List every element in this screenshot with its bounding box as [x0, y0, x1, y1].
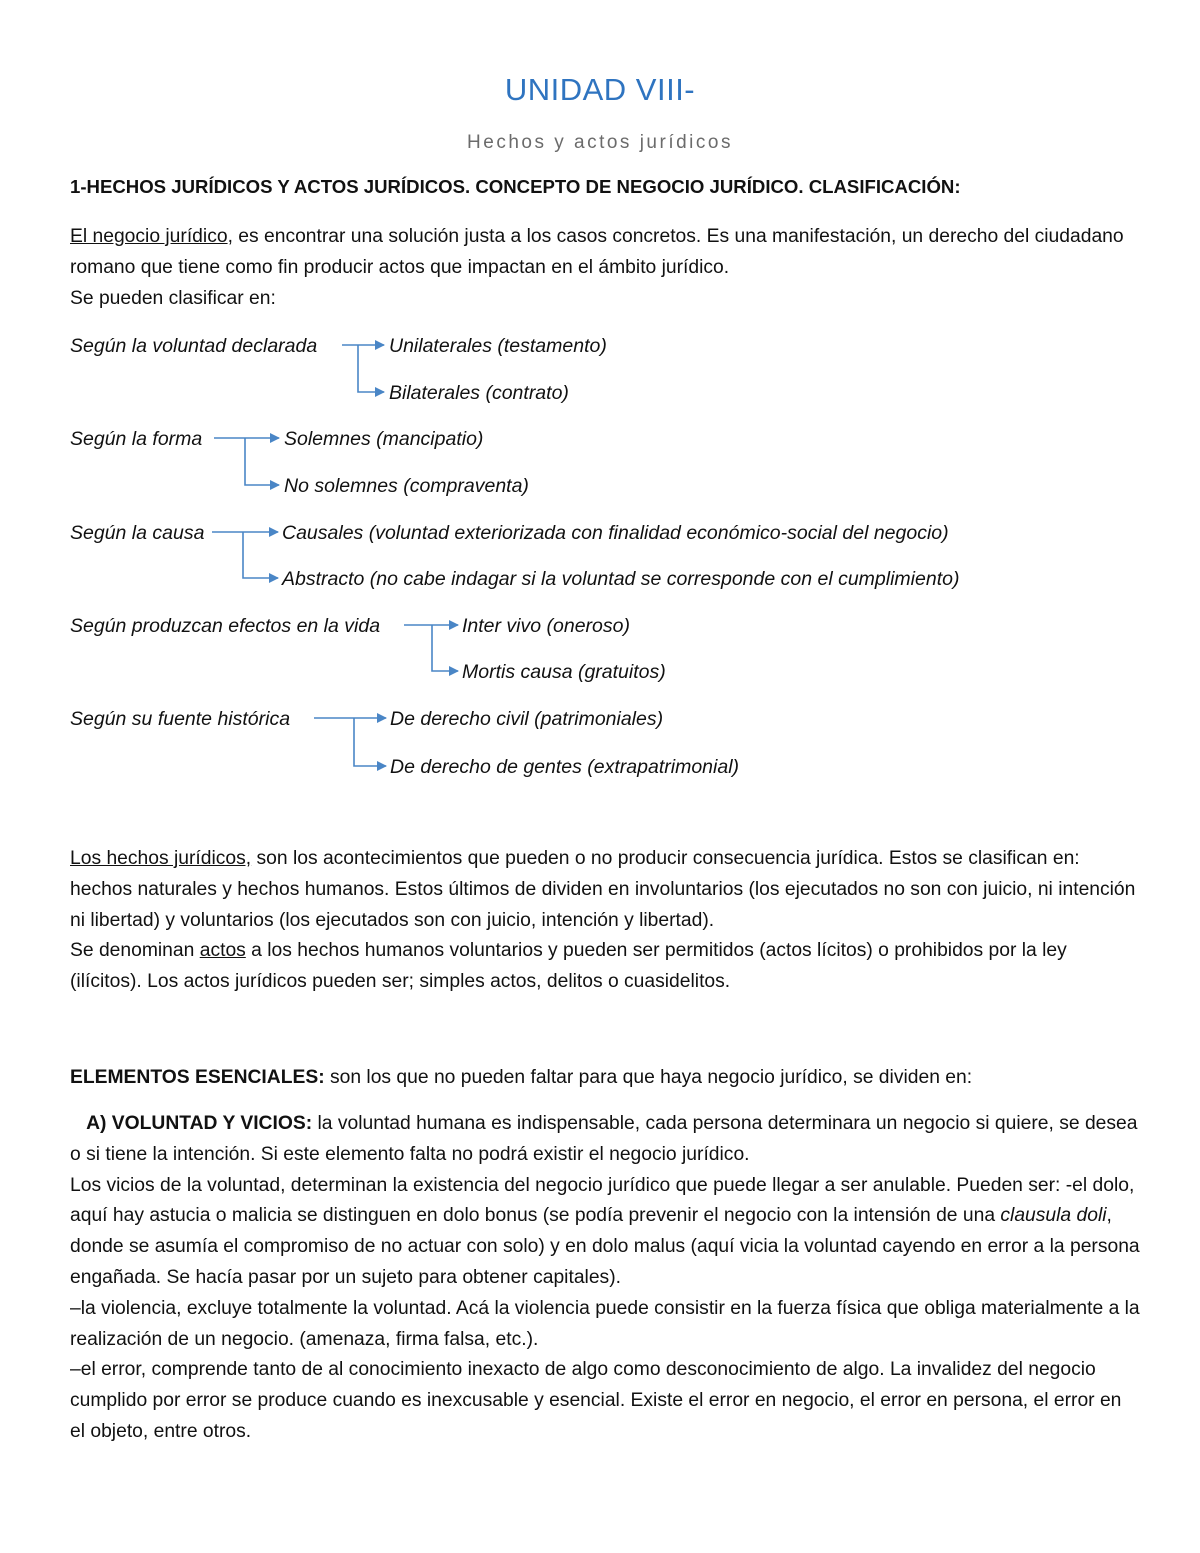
intro-text: , es encontrar una solución justa a los casos concretos. Es una manifestación, un derecho del ciudadano romano que tiene como fin producir actos que impactan en el ámbito jurídico. — [70, 226, 1124, 278]
page-title: UNIDAD VIII- — [504, 72, 696, 107]
class-label-fuente: Según su fuente histórica — [70, 708, 291, 730]
arrow-causa-2 — [243, 532, 278, 578]
class-item: Unilaterales (testamento) — [389, 335, 607, 357]
elementos-text: son los que no pueden faltar para que haya negocio jurídico, se dividen en: — [324, 1067, 973, 1088]
class-label-causa: Según la causa — [70, 522, 205, 544]
actos-text-a: Se denominan — [70, 940, 200, 962]
class-item: Bilaterales (contrato) — [389, 382, 569, 404]
classify-intro: Se pueden clasificar en: — [70, 288, 276, 309]
arrow-voluntad-2 — [358, 345, 384, 392]
arrow-fuente-2 — [354, 718, 386, 766]
class-item: Causales (voluntad exteriorizada con finalidad económico-social del negocio) — [282, 522, 949, 544]
class-item: Inter vivo (oneroso) — [462, 615, 630, 637]
elementos-heading: ELEMENTOS ESENCIALES: — [70, 1067, 325, 1088]
actos-term: actos — [199, 940, 246, 962]
hechos-text: son los acontecimientos que pueden o no producir consecuencia jurídica. Estos se clasifican en: hechos naturales y hechos humanos. Estos últimos de dividen en involuntarios (los ejecutados no son con juicio, ni intención ni libertad) y voluntarios (los ejecutados son con juicio, intención y libertad). — [70, 848, 1136, 931]
section-heading: 1-HECHOS JURÍDICOS Y ACTOS JURÍDICOS. CONCEPTO DE NEGOCIO JURÍDICO. CLASIFICACIÓN: — [70, 176, 961, 197]
class-item: Solemnes (mancipatio) — [284, 428, 484, 450]
arrow-forma-2 — [245, 438, 279, 485]
page-subtitle: Hechos y actos jurídicos — [467, 132, 733, 153]
error-text: –el error, comprende tanto de al conocimiento inexacto de algo como desconocimiento de algo. La invalidez del negocio cumplido por error se produce cuando es inexcusable y esencial. Existe el error en negocio, el error en persona, el error en el objeto, entre otros. — [70, 1359, 1122, 1442]
class-item: De derecho de gentes (extrapatrimonial) — [390, 756, 740, 778]
violencia-text: –la violencia, excluye totalmente la voluntad. Acá la violencia puede consistir en la fuerza física que obliga materialmente a la realización de un negocio. (amenaza, firma falsa, etc.). — [70, 1297, 1140, 1350]
intro-term: El negocio jurídico — [70, 226, 228, 247]
voluntad-text: la voluntad humana es indispensable, cada persona determinara un negocio si quiere, se desea o si tiene la intención. Si este elemento falta no podrá existir el negocio jurídico. — [70, 1113, 1138, 1165]
class-item: De derecho civil (patrimoniales) — [390, 708, 664, 730]
class-label-voluntad: Según la voluntad declarada — [70, 335, 318, 357]
class-item: Mortis causa (gratuitos) — [462, 661, 666, 683]
elementos-paragraph — [70, 1063, 1140, 1094]
class-label-forma: Según la forma — [70, 428, 203, 450]
hechos-paragraph — [70, 844, 1140, 998]
hechos-term: Los hechos jurídicos, — [70, 848, 252, 869]
vicios-text-b: , donde se asumía el compromiso de no actuar con solo) y en dolo malus (aquí vicia la voluntad cayendo en error a la persona engañada. Se hacía pasar por un sujeto para obtener capitales). — [70, 1205, 1140, 1288]
voluntad-paragraph — [70, 1109, 1140, 1448]
arrow-efectos-2 — [432, 625, 458, 671]
clausula-doli: clausula doli — [1000, 1205, 1107, 1227]
voluntad-heading: A) VOLUNTAD Y VICIOS: — [86, 1113, 313, 1134]
class-label-efectos: Según produzcan efectos en la vida — [70, 615, 381, 637]
class-item: Abstracto (no cabe indagar si la voluntad se corresponde con el cumplimiento) — [282, 568, 960, 590]
class-item: No solemnes (compraventa) — [284, 475, 529, 497]
vicios-text-a: Los vicios de la voluntad, determinan la existencia del negocio jurídico que puede llegar a ser anulable. Pueden ser: -el dolo, aquí hay astucia o malicia se distinguen en dolo bonus (se podía prevenir el negocio con la intensión de una — [70, 1174, 1135, 1227]
actos-text-b: a los hechos humanos voluntarios y pueden ser permitidos (actos lícitos) o prohibidos por la ley (ilícitos). Los actos jurídicos pueden ser; simples actos, delitos o cuasidelitos. — [70, 940, 1067, 993]
